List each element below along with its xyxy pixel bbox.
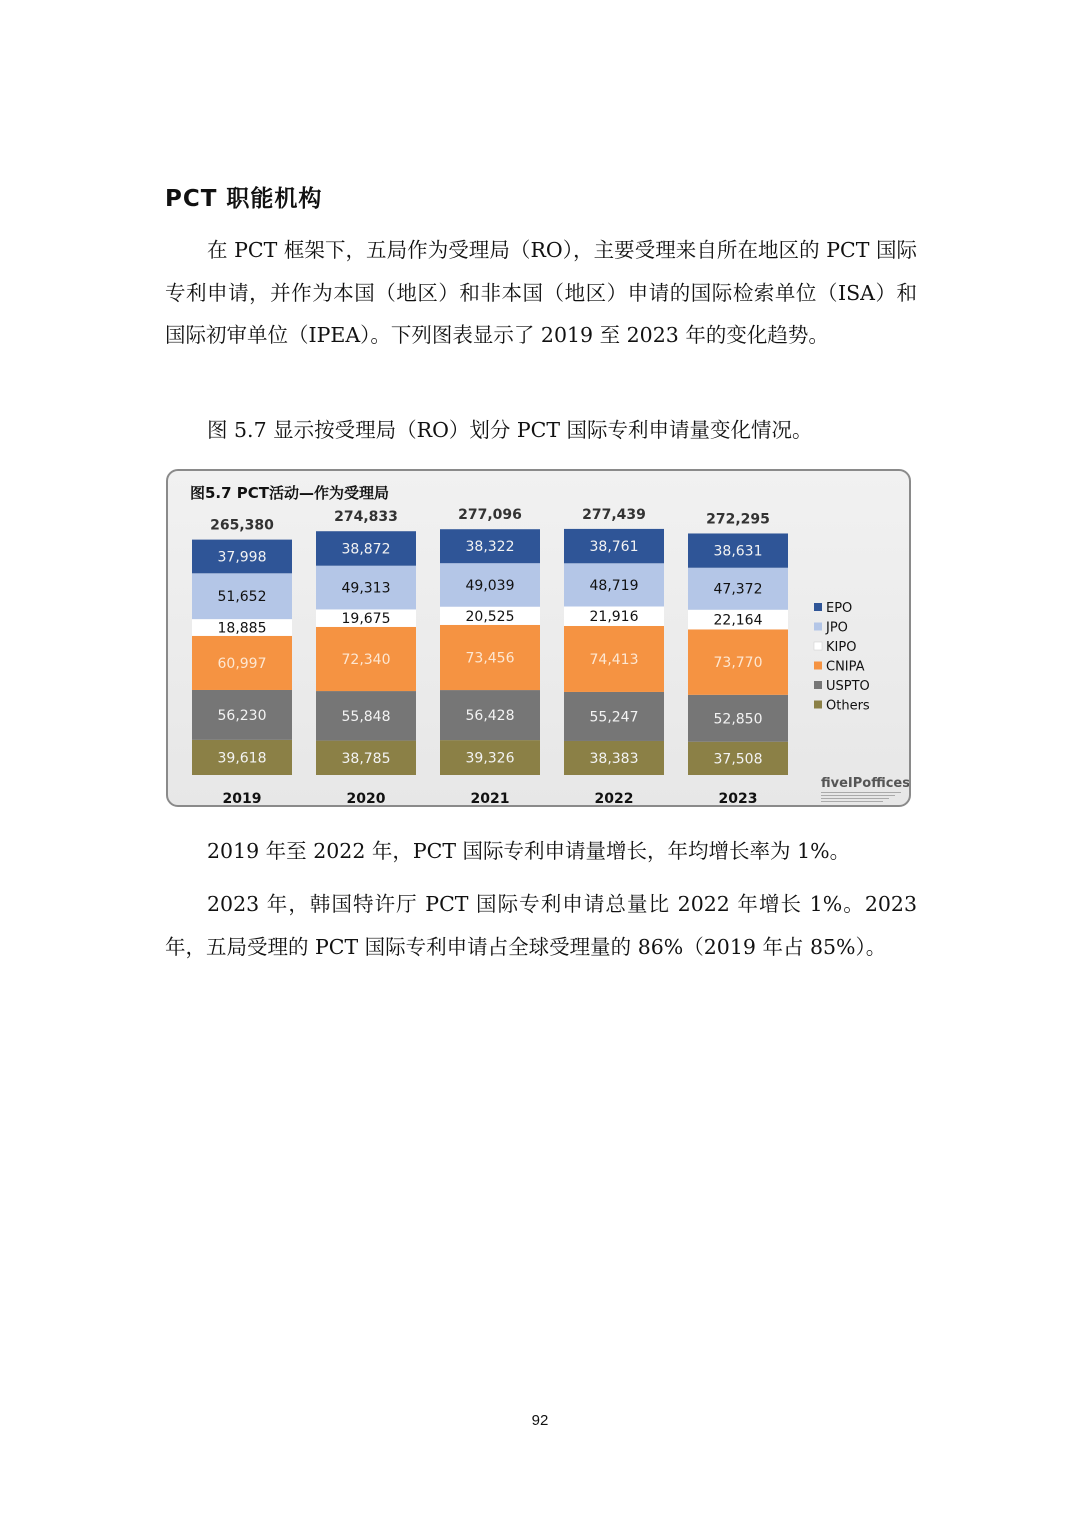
chart-title: 图5.7 PCT活动—作为受理局 bbox=[190, 484, 390, 502]
legend-swatch-others bbox=[814, 701, 822, 709]
section-heading: PCT 职能机构 bbox=[165, 186, 323, 212]
total-label-2021: 277,096 bbox=[458, 507, 522, 524]
legend-label-kipo: KIPO bbox=[826, 640, 857, 655]
share-paragraph: 2023 年，韩国特许厅 PCT 国际专利申请总量比 2022 年增长 1%。2023 年，五局受理的 PCT 国际专利申请占全球受理量的 86%（2019 年占 85%）。 bbox=[165, 892, 917, 959]
data-label-epo-2023: 38,631 bbox=[713, 543, 763, 560]
data-label-epo-2022: 38,761 bbox=[589, 539, 639, 556]
x-tick-2022: 2022 bbox=[594, 791, 634, 807]
logo-fineprint-line bbox=[821, 795, 895, 796]
data-label-cnipa-2022: 74,413 bbox=[589, 651, 639, 668]
data-label-others-2019: 39,618 bbox=[217, 750, 267, 767]
logo-fineprint-line bbox=[821, 792, 901, 793]
data-label-uspto-2023: 52,850 bbox=[713, 711, 763, 728]
fiveipoffices-logo: fiveIPoffices bbox=[821, 776, 910, 791]
data-label-jpo-2020: 49,313 bbox=[341, 580, 391, 597]
data-label-cnipa-2020: 72,340 bbox=[341, 651, 391, 668]
stacked-bar-chart bbox=[168, 471, 911, 807]
data-label-kipo-2021: 20,525 bbox=[465, 608, 515, 625]
data-label-jpo-2023: 47,372 bbox=[713, 581, 763, 598]
logo-fineprint-line bbox=[821, 801, 883, 802]
data-label-uspto-2021: 56,428 bbox=[465, 708, 515, 725]
figure-reference-paragraph: 图 5.7 显示按受理局（RO）划分 PCT 国际专利申请量变化情况。 bbox=[207, 418, 813, 442]
total-label-2023: 272,295 bbox=[706, 511, 770, 528]
legend-swatch-kipo bbox=[814, 642, 822, 650]
data-label-uspto-2019: 56,230 bbox=[217, 707, 267, 724]
total-label-2020: 274,833 bbox=[334, 509, 398, 526]
legend-swatch-epo bbox=[814, 603, 822, 611]
legend-swatch-uspto bbox=[814, 681, 822, 689]
data-label-kipo-2023: 22,164 bbox=[713, 612, 763, 629]
legend-label-others: Others bbox=[826, 698, 870, 714]
data-label-kipo-2020: 19,675 bbox=[341, 611, 391, 628]
legend-swatch-jpo bbox=[814, 623, 822, 631]
data-label-cnipa-2023: 73,770 bbox=[713, 655, 763, 672]
total-label-2022: 277,439 bbox=[582, 506, 646, 523]
legend-label-uspto: USPTO bbox=[826, 679, 870, 694]
legend-label-jpo: JPO bbox=[826, 620, 848, 636]
data-label-uspto-2020: 55,848 bbox=[341, 708, 391, 725]
legend-label-cnipa: CNIPA bbox=[826, 659, 865, 675]
total-label-2019: 265,380 bbox=[210, 517, 274, 534]
page-number: 92 bbox=[531, 1412, 549, 1429]
data-label-cnipa-2019: 60,997 bbox=[217, 655, 267, 672]
chart-container bbox=[166, 469, 911, 807]
data-label-jpo-2022: 48,719 bbox=[589, 577, 639, 594]
x-tick-2021: 2021 bbox=[470, 791, 510, 807]
data-label-others-2020: 38,785 bbox=[341, 750, 391, 767]
data-label-kipo-2022: 21,916 bbox=[589, 609, 639, 626]
intro-paragraph: 在 PCT 框架下，五局作为受理局（RO），主要受理来自所在地区的 PCT 国际专利申请，并作为本国（地区）和非本国（地区）申请的国际检索单位（ISA）和国际初审单位（IPEA）。下列图表显示了 2019 至 2023 年的变化趋势。 bbox=[165, 238, 917, 347]
legend-label-epo: EPO bbox=[826, 601, 853, 616]
data-label-cnipa-2021: 73,456 bbox=[465, 650, 515, 667]
data-label-kipo-2019: 18,885 bbox=[217, 620, 267, 637]
legend-swatch-cnipa bbox=[814, 662, 822, 670]
x-tick-2019: 2019 bbox=[222, 791, 262, 807]
data-label-others-2022: 38,383 bbox=[589, 750, 639, 767]
data-label-epo-2019: 37,998 bbox=[217, 549, 267, 566]
growth-paragraph: 2019 年至 2022 年，PCT 国际专利申请量增长，年均增长率为 1%。 bbox=[207, 839, 851, 863]
data-label-others-2023: 37,508 bbox=[713, 751, 763, 768]
data-label-epo-2020: 38,872 bbox=[341, 541, 391, 558]
x-tick-2023: 2023 bbox=[718, 791, 758, 807]
data-label-jpo-2019: 51,652 bbox=[217, 589, 267, 606]
logo-fineprint-line bbox=[821, 798, 889, 799]
data-label-epo-2021: 38,322 bbox=[465, 539, 515, 556]
data-label-others-2021: 39,326 bbox=[465, 750, 515, 767]
x-tick-2020: 2020 bbox=[346, 791, 386, 807]
data-label-uspto-2022: 55,247 bbox=[589, 709, 639, 726]
data-label-jpo-2021: 49,039 bbox=[465, 577, 515, 594]
